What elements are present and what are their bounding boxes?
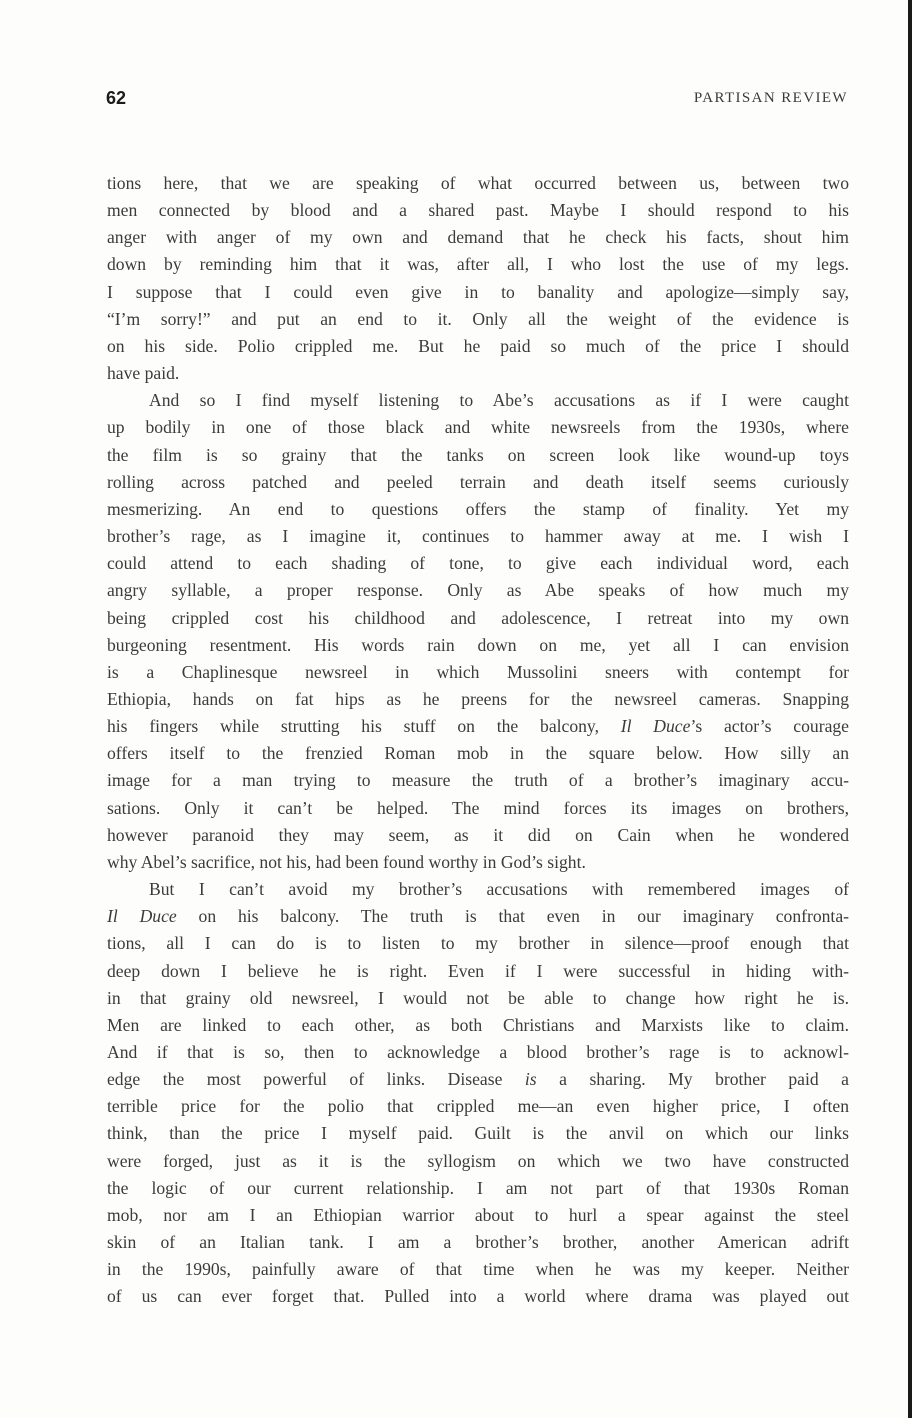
text-line: terrible price for the polio that crippled me—an even higher price, I often bbox=[107, 1096, 849, 1117]
text-line: why Abel’s sacrifice, not his, had been found worthy in God’s sight. bbox=[107, 851, 586, 872]
text-line: skin of an Italian tank. I am a brother’s brother, another American adrift bbox=[107, 1232, 849, 1253]
text-line: men connected by blood and a shared past. Maybe I should respond to his bbox=[107, 200, 849, 221]
page-number: 62 bbox=[106, 88, 127, 108]
text-line: down by reminding him that it was, after all, I who lost the use of my legs. bbox=[107, 254, 849, 275]
text-line: And so I find myself listening to Abe’s accusations as if I were caught bbox=[149, 390, 849, 411]
text-line: his fingers while strutting his stuff on the balcony, Il Duce’s actor’s courage bbox=[107, 716, 849, 737]
text-line: anger with anger of my own and demand that he check his facts, shout him bbox=[107, 227, 849, 248]
running-header bbox=[106, 88, 848, 112]
journal-title: PARTISAN REVIEW bbox=[693, 90, 848, 106]
paragraph bbox=[107, 170, 849, 387]
text-line: tions, all I can do is to listen to my brother in silence—proof enough that bbox=[107, 933, 849, 954]
paragraph bbox=[107, 387, 849, 876]
text-line: Ethiopia, hands on fat hips as he preens for the newsreel cameras. Snapping bbox=[107, 688, 849, 709]
text-line: burgeoning resentment. His words rain down on me, yet all I can envision bbox=[107, 634, 849, 655]
text-line: rolling across patched and peeled terrain and death itself seems curiously bbox=[107, 471, 849, 492]
text-line: Men are linked to each other, as both Christians and Marxists like to claim. bbox=[107, 1014, 849, 1035]
text-line: the film is so grainy that the tanks on screen look like wound-up toys bbox=[107, 444, 849, 465]
text-line: could attend to each shading of tone, to give each individual word, each bbox=[107, 553, 849, 574]
text-line: image for a man trying to measure the truth of a brother’s imaginary accu- bbox=[107, 770, 849, 791]
text-line: But I can’t avoid my brother’s accusations with remembered images of bbox=[149, 879, 849, 900]
text-line: is a Chaplinesque newsreel in which Mussolini sneers with contempt for bbox=[107, 661, 849, 682]
text-line: sations. Only it can’t be helped. The mind forces its images on brothers, bbox=[107, 797, 849, 818]
italic-text: Il Duce bbox=[620, 716, 691, 737]
text-line: edge the most powerful of links. Disease is a sharing. My brother paid a bbox=[107, 1069, 849, 1090]
article-body bbox=[107, 170, 849, 1311]
text-line: in that grainy old newsreel, I would not be able to change how right he is. bbox=[107, 987, 849, 1008]
text-line: mob, nor am I an Ethiopian warrior about to hurl a spear against the steel bbox=[107, 1204, 849, 1225]
text-line: angry syllable, a proper response. Only as Abe speaks of how much my bbox=[107, 580, 849, 601]
text-line: “I’m sorry!” and put an end to it. Only all the weight of the evidence is bbox=[107, 308, 849, 329]
text-line: And if that is so, then to acknowledge a blood brother’s rage is to acknowl- bbox=[107, 1042, 849, 1062]
text-line: I suppose that I could even give in to banality and apologize—simply say, bbox=[107, 281, 849, 302]
text-line: in the 1990s, painfully aware of that time when he was my keeper. Neither bbox=[107, 1259, 849, 1280]
text-line: up bodily in one of those black and white newsreels from the 1930s, where bbox=[107, 417, 849, 438]
italic-text: Il Duce bbox=[107, 906, 177, 927]
text-line: tions here, that we are speaking of what occurred between us, between two bbox=[107, 173, 849, 193]
text-line: deep down I believe he is right. Even if I were successful in hiding with- bbox=[107, 960, 849, 981]
text-line: on his side. Polio crippled me. But he paid so much of the price I should bbox=[107, 335, 849, 356]
text-line: think, than the price I myself paid. Guilt is the anvil on which our links bbox=[107, 1123, 849, 1144]
text-line: were forged, just as it is the syllogism on which we two have constructed bbox=[107, 1150, 849, 1171]
paragraph bbox=[107, 876, 849, 1311]
text-line: have paid. bbox=[107, 363, 180, 384]
text-line: being crippled cost his childhood and adolescence, I retreat into my own bbox=[107, 607, 849, 628]
text-line: mesmerizing. An end to questions offers the stamp of finality. Yet my bbox=[107, 498, 849, 519]
italic-text: is bbox=[524, 1069, 537, 1090]
text-line: Il Duce on his balcony. The truth is that even in our imaginary confronta- bbox=[107, 906, 849, 927]
text-line: the logic of our current relationship. I am not part of that 1930s Roman bbox=[107, 1177, 849, 1198]
text-line: brother’s rage, as I imagine it, continues to hammer away at me. I wish I bbox=[107, 526, 849, 547]
text-line: of us can ever forget that. Pulled into a world where drama was played out bbox=[107, 1286, 849, 1307]
text-line: however paranoid they may seem, as it did on Cain when he wondered bbox=[107, 824, 849, 845]
page-edge-shadow bbox=[908, 0, 912, 1418]
text-line: offers itself to the frenzied Roman mob in the square below. How silly an bbox=[107, 743, 849, 764]
